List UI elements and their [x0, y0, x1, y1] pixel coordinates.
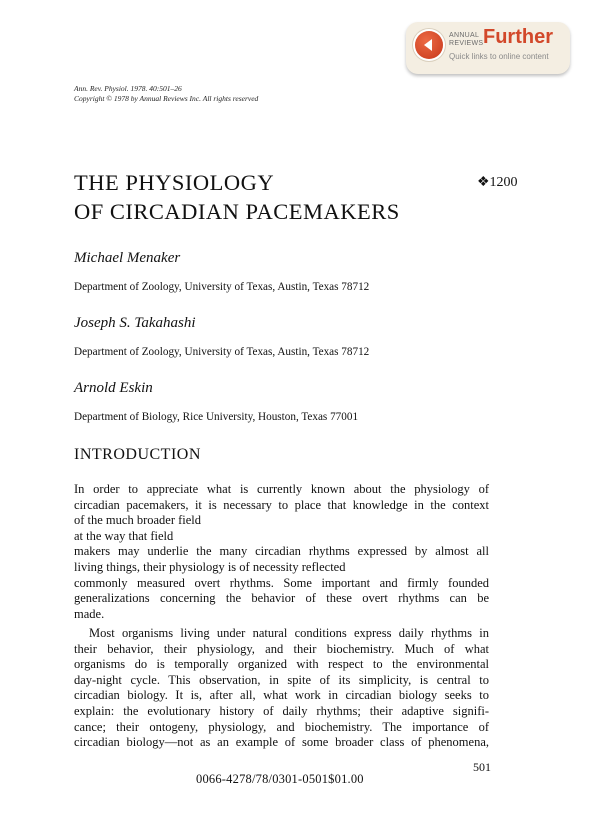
author-name: Arnold Eskin — [74, 380, 153, 396]
article-title — [74, 168, 400, 226]
paragraph-line: circadian biology. It is, after all, what work in circadian biology seeks to — [74, 688, 489, 703]
journal-citation: Ann. Rev. Physiol. 1978. 40:501–26 — [74, 84, 182, 93]
paragraph-line: their behavior, their physiology, and their biochemistry. Much of what — [74, 641, 489, 656]
paragraph-line: circadian pacemakers, it is necessary to place that knowledge in the context — [74, 497, 489, 512]
paragraph-line: explain: the evolutionary history of daily rhythms; their adaptive signifi- — [74, 703, 489, 718]
badge-annual-reviews-text: ANNUAL REVIEWS — [449, 32, 484, 47]
author-name: Joseph S. Takahashi — [74, 315, 196, 331]
paragraph-line: In order to appreciate what is currently known about the physiology of — [74, 482, 489, 496]
paragraph-line: cance; their ontogeny, physiology, and biochemistry. The importance of — [74, 719, 489, 734]
journal-citation-block — [74, 84, 258, 104]
paragraph-line: organisms do is temporally organized with respect to the environmental — [74, 657, 489, 672]
title-line-2: OF CIRCADIAN PACEMAKERS — [74, 199, 400, 224]
paragraph-line: day-night cycle. This observation, in spite of its simplicity, is central to — [74, 672, 489, 687]
paragraph-line: at the way that field — [74, 528, 174, 543]
title-line-1: THE PHYSIOLOGY — [74, 170, 275, 195]
badge-subtitle: Quick links to online content — [449, 52, 549, 61]
badge-further-label[interactable]: Further — [483, 26, 553, 48]
body-paragraph-2 — [74, 626, 489, 751]
author-name: Michael Menaker — [74, 250, 181, 266]
footer-code: 0066-4278/78/0301-0501$01.00 — [196, 772, 364, 786]
paragraph-line: living things, their physiology is of necessity reflected — [74, 559, 346, 574]
paragraph-line: generalizations concerning the behavior of these overt rhythms can be — [74, 591, 489, 606]
body-paragraph-1 — [74, 482, 489, 622]
paragraph-line: commonly measured overt rhythms. Some important and firmly founded — [74, 575, 489, 590]
section-heading: INTRODUCTION — [74, 446, 201, 463]
journal-copyright: Copyright © 1978 by Annual Reviews Inc. All rights reserved — [74, 94, 259, 103]
paragraph-line: Most organisms living under natural conditions express daily rhythms in — [89, 626, 489, 640]
annual-reviews-further-badge[interactable] — [406, 22, 570, 74]
arrow-left-icon[interactable] — [415, 31, 443, 59]
paragraph-line: made. — [74, 606, 105, 621]
paragraph-line: makers may underlie the many circadian rhythms expressed by almost all — [74, 544, 489, 559]
paragraph-line: of the much broader field — [74, 513, 202, 528]
page-number: 501 — [473, 760, 491, 774]
author-affiliation: Department of Zoology, University of Texas, Austin, Texas 78712 — [74, 346, 370, 358]
author-affiliation: Department of Zoology, University of Texas, Austin, Texas 78712 — [74, 281, 370, 293]
paragraph-line: circadian biology—not as an example of some broader class of phenomena, — [74, 735, 489, 750]
author-affiliation: Department of Biology, Rice University, Houston, Texas 77001 — [74, 411, 359, 423]
article-code: ❖1200 — [477, 175, 518, 190]
